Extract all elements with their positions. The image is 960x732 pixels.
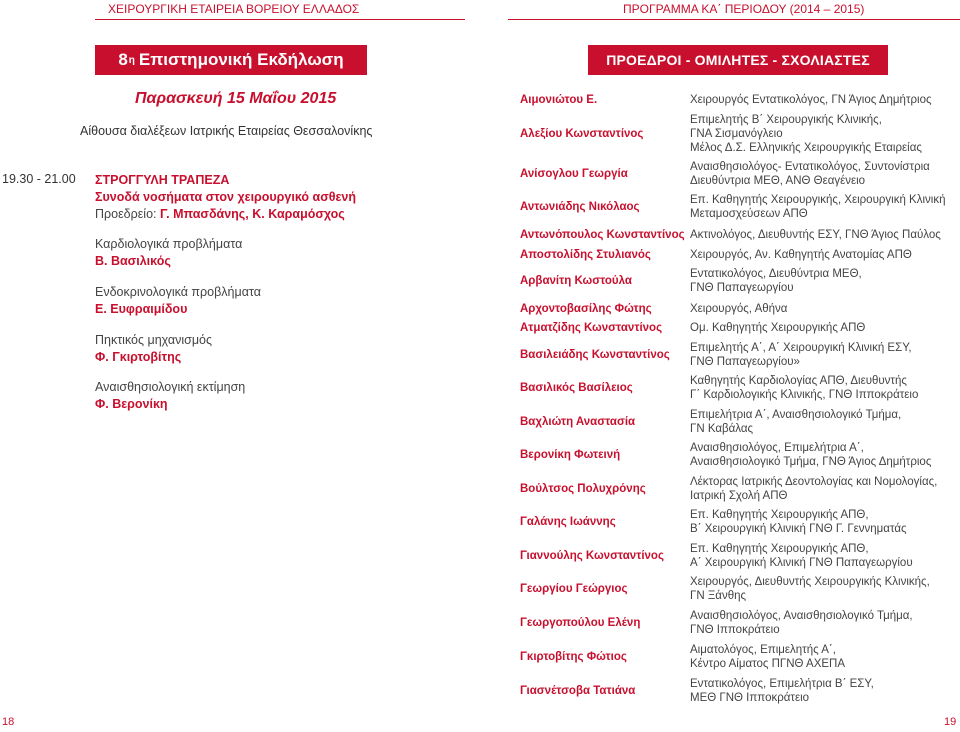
person-name: Αρβανίτη Κωστούλα [520,275,632,287]
chairs-label: Προεδρείο: [95,207,157,221]
person-description: Επιμελητής Α΄, Α΄ Χειρουργική Κλινική ΕΣΥ, ΓΝΘ Παπαγεωργίου» [690,342,912,368]
event-venue: Αίθουσα διαλέξεων Ιατρικής Εταιρείας Θεσσαλονίκης [80,124,373,138]
person-name: Γαλάνης Ιωάννης [520,516,616,528]
session-subtitle: Συνοδά νοσήματα στον χειρουργικό ασθενή [95,190,357,204]
person-description: Εντατικολόγος, Επιμελήτρια Β΄ ΕΣΥ, ΜΕΘ ΓΝΘ Ιπποκράτειο [690,678,874,704]
person-name: Γεωργίου Γεώργιος [520,583,628,595]
session-chairs [95,206,345,223]
speakers-banner: ΠΡΟΕΔΡΟΙ - ΟΜΙΛΗΤΕΣ - ΣΧΟΛΙΑΣΤΕΣ [588,45,888,75]
page-number-left: 18 [2,716,15,728]
event-number: 8 [118,50,128,69]
person-description: Αναισθησιολόγος, Αναισθησιολογικό Τμήμα, ΓΝΘ Ιπποκράτειο [690,610,913,636]
person-description: Εντατικολόγος, Διευθύντρια ΜΕΘ, ΓΝΘ Παπαγεωργίου [690,268,862,294]
person-name: Βασιλειάδης Κωνσταντίνος [520,349,670,361]
session-title: ΣΤΡΟΓΓΥΛΗ ΤΡΑΠΕΖΑ [95,173,230,187]
person-description: Χειρουργός, Διευθυντής Χειρουργικής Κλινικής, ΓΝ Ξάνθης [690,576,930,602]
topic-title: Ενδοκρινολογικά προβλήματα [95,285,261,299]
person-description: Επ. Καθηγητής Χειρουργικής ΑΠΘ, Α΄ Χειρουργική Κλινική ΓΝΘ Παπαγεωργίου [690,543,913,569]
person-name: Βασιλικός Βασίλειος [520,382,633,394]
person-description: Αναισθησιολόγος- Εντατικολόγος, Συντονίστρια Διευθύντρια ΜΕΘ, ΑΝΘ Θεαγένειο [690,161,930,187]
person-name: Ανίσογλου Γεωργία [520,168,628,180]
person-description: Ακτινολόγος, Διευθυντής ΕΣΥ, ΓΝΘ Άγιος Παύλος [690,229,941,241]
topic-speaker: Ε. Ευφραιμίδου [95,302,188,316]
event-ordinal: η [128,54,135,66]
person-description: Επ. Καθηγητής Χειρουργικής ΑΠΘ, Β΄ Χειρουργική Κλινική ΓΝΘ Γ. Γεννηματάς [690,509,907,535]
person-name: Γιαννούλης Κωνσταντίνος [520,550,664,562]
event-banner [95,45,367,75]
topic-title: Πηκτικός μηχανισμός [95,333,213,347]
person-name: Βαχλιώτη Αναστασία [520,416,636,428]
person-name: Γιασνέτσοβα Τατιάνα [520,685,636,697]
person-name: Βερονίκη Φωτεινή [520,449,621,461]
page-number-right: 19 [944,716,957,728]
header-rule-right [508,19,960,20]
person-description: Αναισθησιολόγος, Επιμελήτρια Α΄, Αναισθησιολογικό Τμήμα, ΓΝΘ Άγιος Δημήτριος [690,442,932,468]
person-name: Βούλτσος Πολυχρόνης [520,483,646,495]
person-description: Αιματολόγος, Επιμελητής Α΄, Κέντρο Αίματος ΠΓΝΘ ΑΧΕΠΑ [690,644,846,670]
topic-item [95,332,212,366]
person-description: Καθηγητής Καρδιολογίας ΑΠΘ, Διευθυντής Γ΄ Καρδιολογικής Κλινικής, ΓΝΘ Ιπποκράτειο [690,375,919,401]
session-time: 19.30 - 21.00 [2,172,76,186]
topic-item [95,284,261,318]
person-name: Αντωνιάδης Νικόλαος [520,201,640,213]
person-name: Γεωργοπούλου Ελένη [520,617,641,629]
person-name: Αιμονιώτου Ε. [520,94,598,106]
person-description: Χειρουργός, Αθήνα [690,303,788,315]
person-description: Επιμελήτρια Α΄, Αναισθησιολογικό Τμήμα, ΓΝ Καβάλας [690,409,902,435]
header-rule-left [95,19,465,20]
person-name: Αρχοντοβασίλης Φώτης [520,303,652,315]
topic-speaker: Φ. Βερονίκη [95,397,168,411]
person-description: Χειρουργός, Αν. Καθηγητής Ανατομίας ΑΠΘ [690,249,912,261]
topic-item [95,379,245,413]
topic-title: Αναισθησιολογική εκτίμηση [95,380,246,394]
person-description: Λέκτορας Ιατρικής Δεοντολογίας και Νομολογίας, Ιατρική Σχολή ΑΠΘ [690,476,938,502]
person-name: Αντωνόπουλος Κωνσταντίνος [520,229,685,241]
person-description: Ομ. Καθηγητής Χειρουργικής ΑΠΘ [690,322,866,334]
person-name: Αποστολίδης Στυλιανός [520,249,651,261]
topic-title: Καρδιολογικά προβλήματα [95,237,243,251]
topic-speaker: Φ. Γκιρτοβίτης [95,350,182,364]
event-banner-text: Επιστημονική Εκδήλωση [138,50,344,69]
chairs-names: Γ. Μπασδάνης, Κ. Καραμόσχος [160,207,345,221]
topic-item [95,236,242,270]
running-header-left: ΧΕΙΡΟΥΡΓΙΚΗ ΕΤΑΙΡΕΙΑ ΒΟΡΕΙΟΥ ΕΛΛΑΔΟΣ [108,2,360,16]
person-name: Γκιρτοβίτης Φώτιος [520,651,627,663]
topic-speaker: Β. Βασιλικός [95,254,171,268]
person-name: Αλεξίου Κωνσταντίνος [520,128,644,140]
person-description: Επιμελητής Β΄ Χειρουργικής Κλινικής, ΓΝΑ Σισμανόγλειο Μέλος Δ.Σ. Ελληνικής Χειρουργικής Εταιρείας [690,114,922,154]
running-header-right: ΠΡΟΓΡΑΜΜΑ ΚΑ΄ ΠΕΡΙΟΔΟΥ (2014 – 2015) [623,2,865,16]
person-name: Ατματζίδης Κωνσταντίνος [520,322,663,334]
person-description: Επ. Καθηγητής Χειρουργικής, Χειρουργική Κλινική Μεταμοσχεύσεων ΑΠΘ [690,194,946,220]
person-description: Χειρουργός Εντατικολόγος, ΓΝ Άγιος Δημήτριος [690,94,932,106]
event-date: Παρασκευή 15 Μαΐου 2015 [135,90,337,107]
